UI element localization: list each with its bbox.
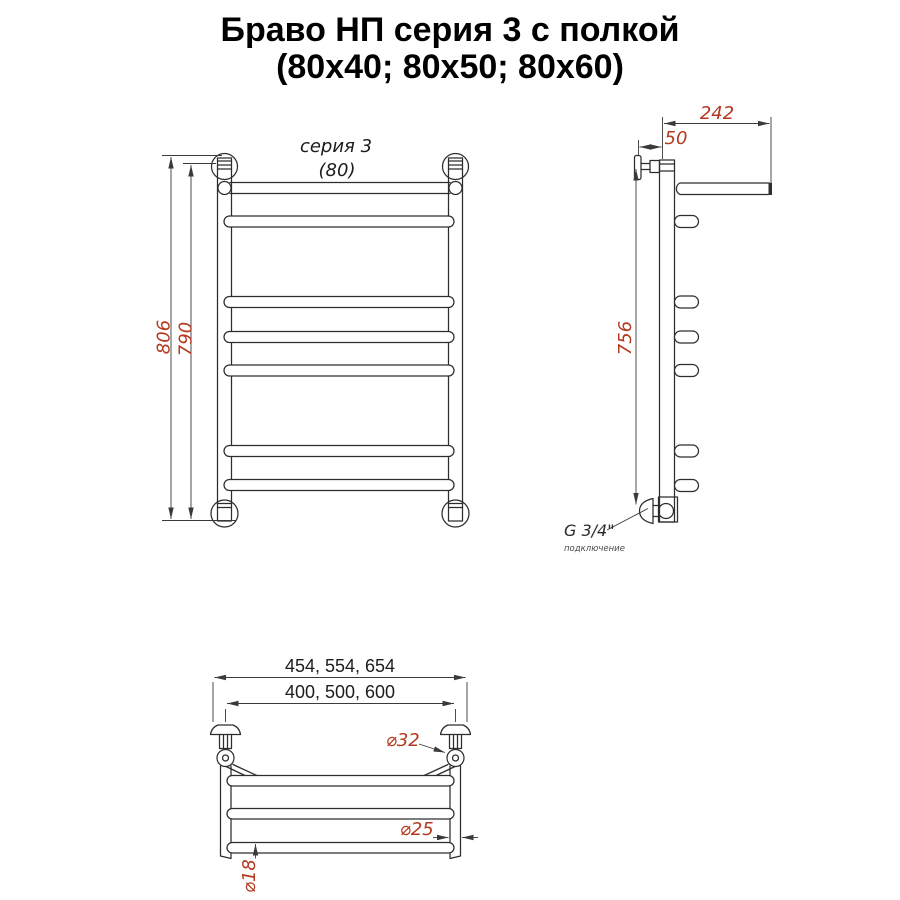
bottom-dimensions xyxy=(213,656,467,722)
front-rung xyxy=(224,332,454,343)
side-peg xyxy=(675,365,699,377)
front-labels xyxy=(300,136,372,181)
front-series-label: серия 3 xyxy=(299,136,373,157)
side-tube-top-cap xyxy=(660,164,675,171)
bottom-body xyxy=(221,766,461,859)
front-rung xyxy=(224,297,454,308)
side-shelf-tube xyxy=(680,183,769,195)
page-title-line2: (80x40; 80x50; 80x60) xyxy=(276,48,624,86)
side-thread-callout xyxy=(564,509,648,555)
page-title-line1: Браво НП серия 3 с полкой xyxy=(220,11,680,49)
dim-50-text: 50 xyxy=(664,128,688,149)
front-top-bar-end-left xyxy=(218,182,231,195)
side-tube xyxy=(659,160,678,522)
front-rung xyxy=(224,365,454,376)
bottom-left-stem xyxy=(220,735,232,749)
front-cap-bottom-right-threads xyxy=(449,504,463,508)
dim-outer-width-text: 454, 554, 654 xyxy=(284,656,396,676)
front-rungs xyxy=(224,216,454,491)
side-peg xyxy=(675,445,699,457)
dim-756-text: 756 xyxy=(615,320,636,356)
side-tube-body xyxy=(660,160,675,522)
bottom-shelf-bar xyxy=(227,776,454,787)
dia-32-leader xyxy=(419,744,445,753)
side-bottom-bracket-flange xyxy=(640,499,654,524)
dim-center-width-text: 400, 500, 600 xyxy=(284,682,396,702)
thread-sublabel: подключение xyxy=(564,544,625,554)
front-rung xyxy=(224,216,454,227)
side-peg xyxy=(675,216,699,228)
front-cap-bottom-left-threads xyxy=(218,504,232,508)
dia-25-text: ⌀25 xyxy=(400,819,434,840)
side-pegs xyxy=(675,216,699,492)
bottom-left-nut xyxy=(217,750,234,767)
side-wall-brackets xyxy=(635,156,674,524)
dia-32-text: ⌀32 xyxy=(386,730,420,751)
front-rung xyxy=(224,446,454,457)
side-view xyxy=(564,103,772,554)
front-view xyxy=(154,136,470,527)
bottom-right-nut-center xyxy=(453,755,459,761)
side-peg xyxy=(675,331,699,343)
front-cap-top-right-threads xyxy=(449,161,463,169)
front-top-bar-tube xyxy=(230,183,450,194)
dim-790-text: 790 xyxy=(175,321,197,357)
bottom-view xyxy=(211,656,479,893)
bottom-shelf-bar xyxy=(227,843,454,854)
side-shelf-end-cap xyxy=(769,183,773,196)
side-shelf-rounded-end xyxy=(676,183,680,195)
side-shelf xyxy=(676,183,772,196)
front-width-label: (80) xyxy=(318,160,356,181)
side-bottom-bracket-nut xyxy=(659,504,674,519)
thread-label: G 3/4" xyxy=(564,521,615,540)
bottom-left-escutcheon xyxy=(211,725,241,735)
dim-center-width-ext xyxy=(226,709,456,722)
bottom-left-nut-center xyxy=(223,755,229,761)
side-top-bracket-flange xyxy=(635,156,642,180)
front-rung xyxy=(224,480,454,491)
side-top-bracket-coupler xyxy=(650,161,660,173)
bottom-right-escutcheon xyxy=(441,725,471,735)
dia-18-text: ⌀18 xyxy=(239,859,260,893)
dim-806-text: 806 xyxy=(153,319,175,355)
bottom-brackets xyxy=(211,725,471,777)
front-top-bar-end-right xyxy=(449,182,462,195)
front-cap-top-left-threads xyxy=(218,161,232,169)
side-top-bracket-stem xyxy=(641,164,650,170)
bottom-shelf-bar xyxy=(227,809,454,820)
bottom-right-nut xyxy=(447,750,464,767)
dim-242-text: 242 xyxy=(699,103,735,124)
side-peg xyxy=(675,480,699,492)
bottom-right-stem xyxy=(450,735,462,749)
front-top-bar xyxy=(218,182,462,195)
side-peg xyxy=(675,296,699,308)
